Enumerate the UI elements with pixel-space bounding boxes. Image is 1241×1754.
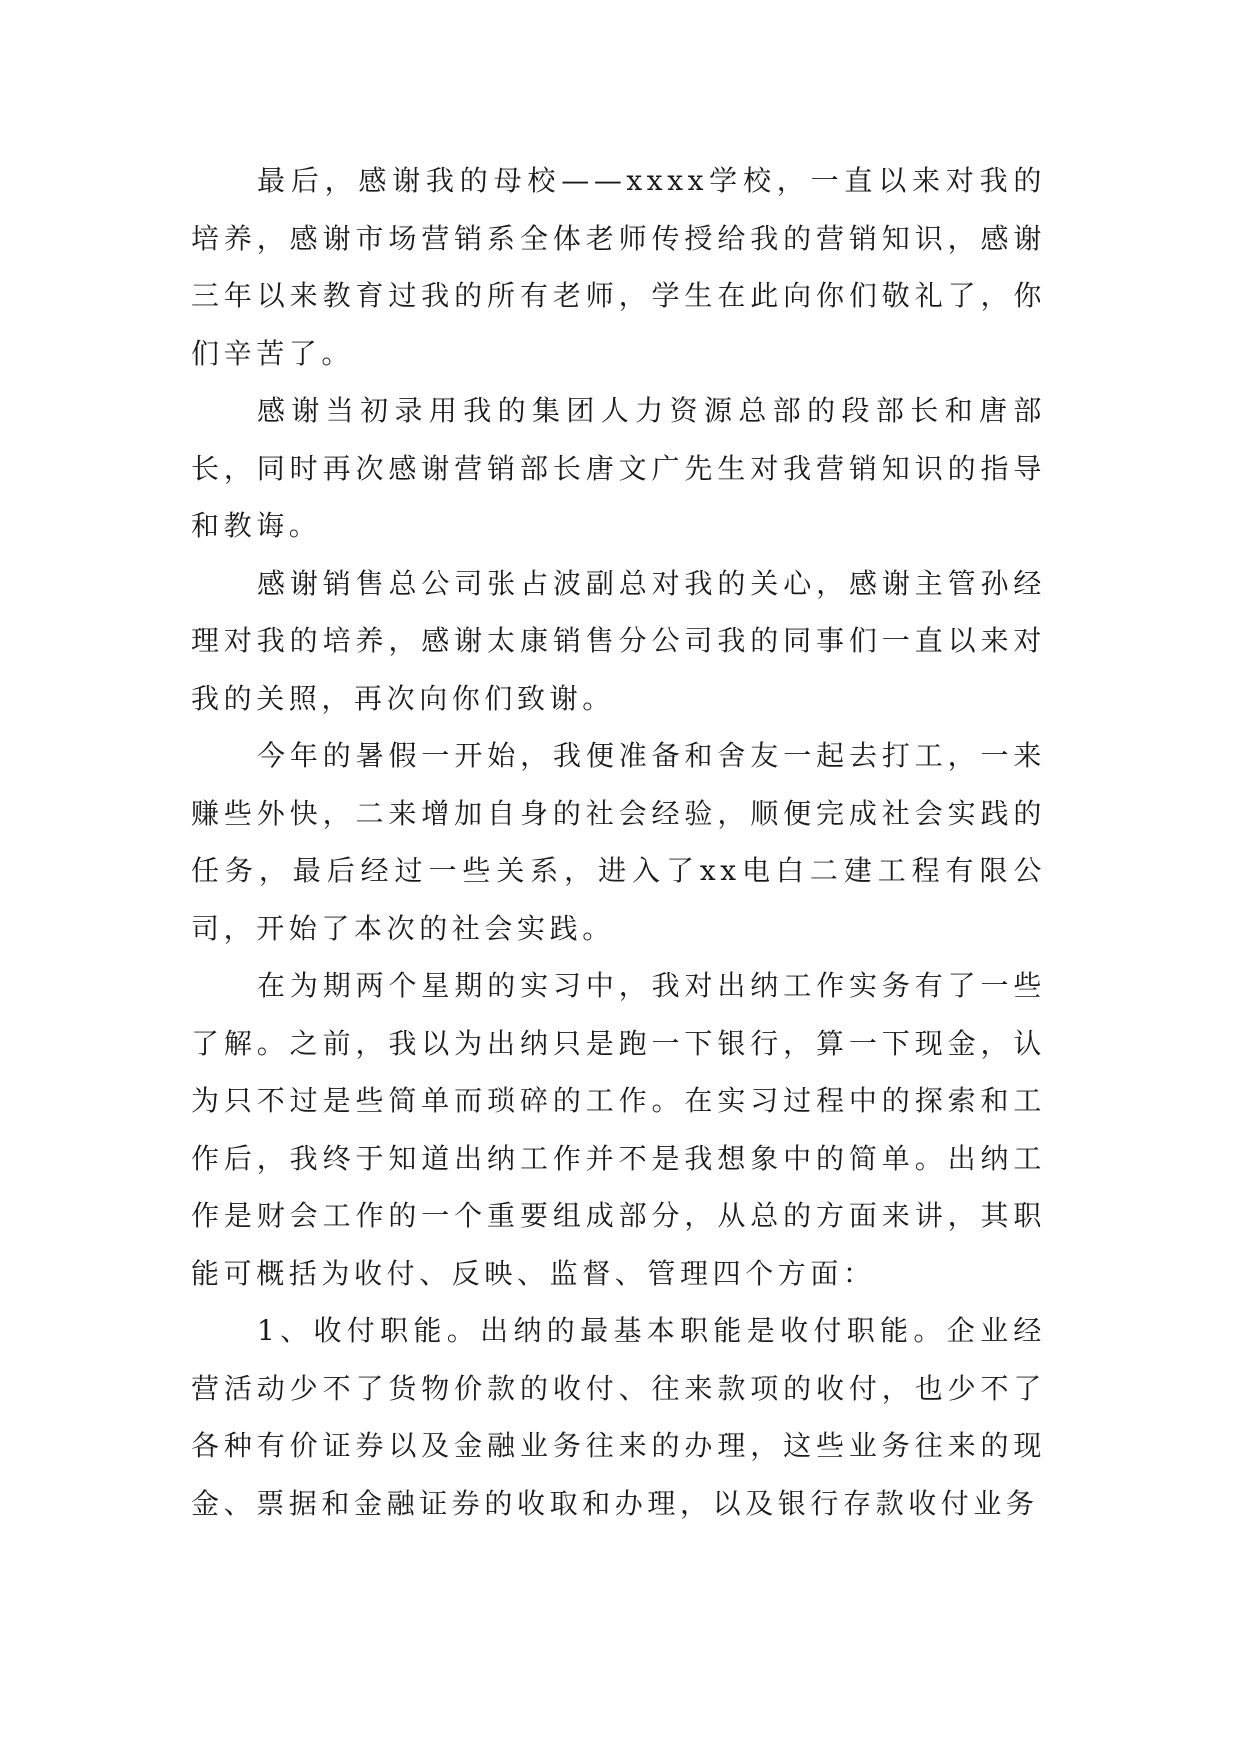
- paragraph-acknowledgement-school: 最后，感谢我的母校——xxxx学校，一直以来对我的培养，感谢市场营销系全体老师传授给我的营销知识，感谢三年以来教育过我的所有老师，学生在此向你们敬礼了，你们辛苦了。: [191, 164, 1046, 370]
- paragraph-cashier-internship: 在为期两个星期的实习中，我对出纳工作实务有了一些了解。之前，我以为出纳只是跑一下银行，算一下现金，认为只不过是些简单而琐碎的工作。在实习过程中的探索和工作后，我终于知道出纳工作并不是我想象中的简单。出纳工作是财会工作的一个重要组成部分，从总的方面来讲，其职能可概括为收付、反映、监督、管理四个方面：: [191, 969, 1046, 1290]
- document-body: [191, 152, 1046, 1532]
- paragraph-acknowledgement-hr: 感谢当初录用我的集团人力资源总部的段部长和唐部长，同时再次感谢营销部长唐文广先生对我营销知识的指导和教诲。: [191, 394, 1046, 542]
- paragraph-summer-practice: 今年的暑假一开始，我便准备和舍友一起去打工，一来赚些外快，二来增加自身的社会经验，顺便完成社会实践的任务，最后经过一些关系，进入了xx电白二建工程有限公司，开始了本次的社会实践。: [191, 739, 1046, 945]
- paragraph-acknowledgement-sales: 感谢销售总公司张占波副总对我的关心，感谢主管孙经理对我的培养，感谢太康销售分公司我的同事们一直以来对我的关照，再次向你们致谢。: [191, 566, 1046, 715]
- paragraph-collection-function: 1、收付职能。出纳的最基本职能是收付职能。企业经营活动少不了货物价款的收付、往来款项的收付，也少不了各种有价证券以及金融业务往来的办理，这些业务往来的现金、票据和金融证券的收取和办理，以及银行存款收付业务: [191, 1314, 1046, 1520]
